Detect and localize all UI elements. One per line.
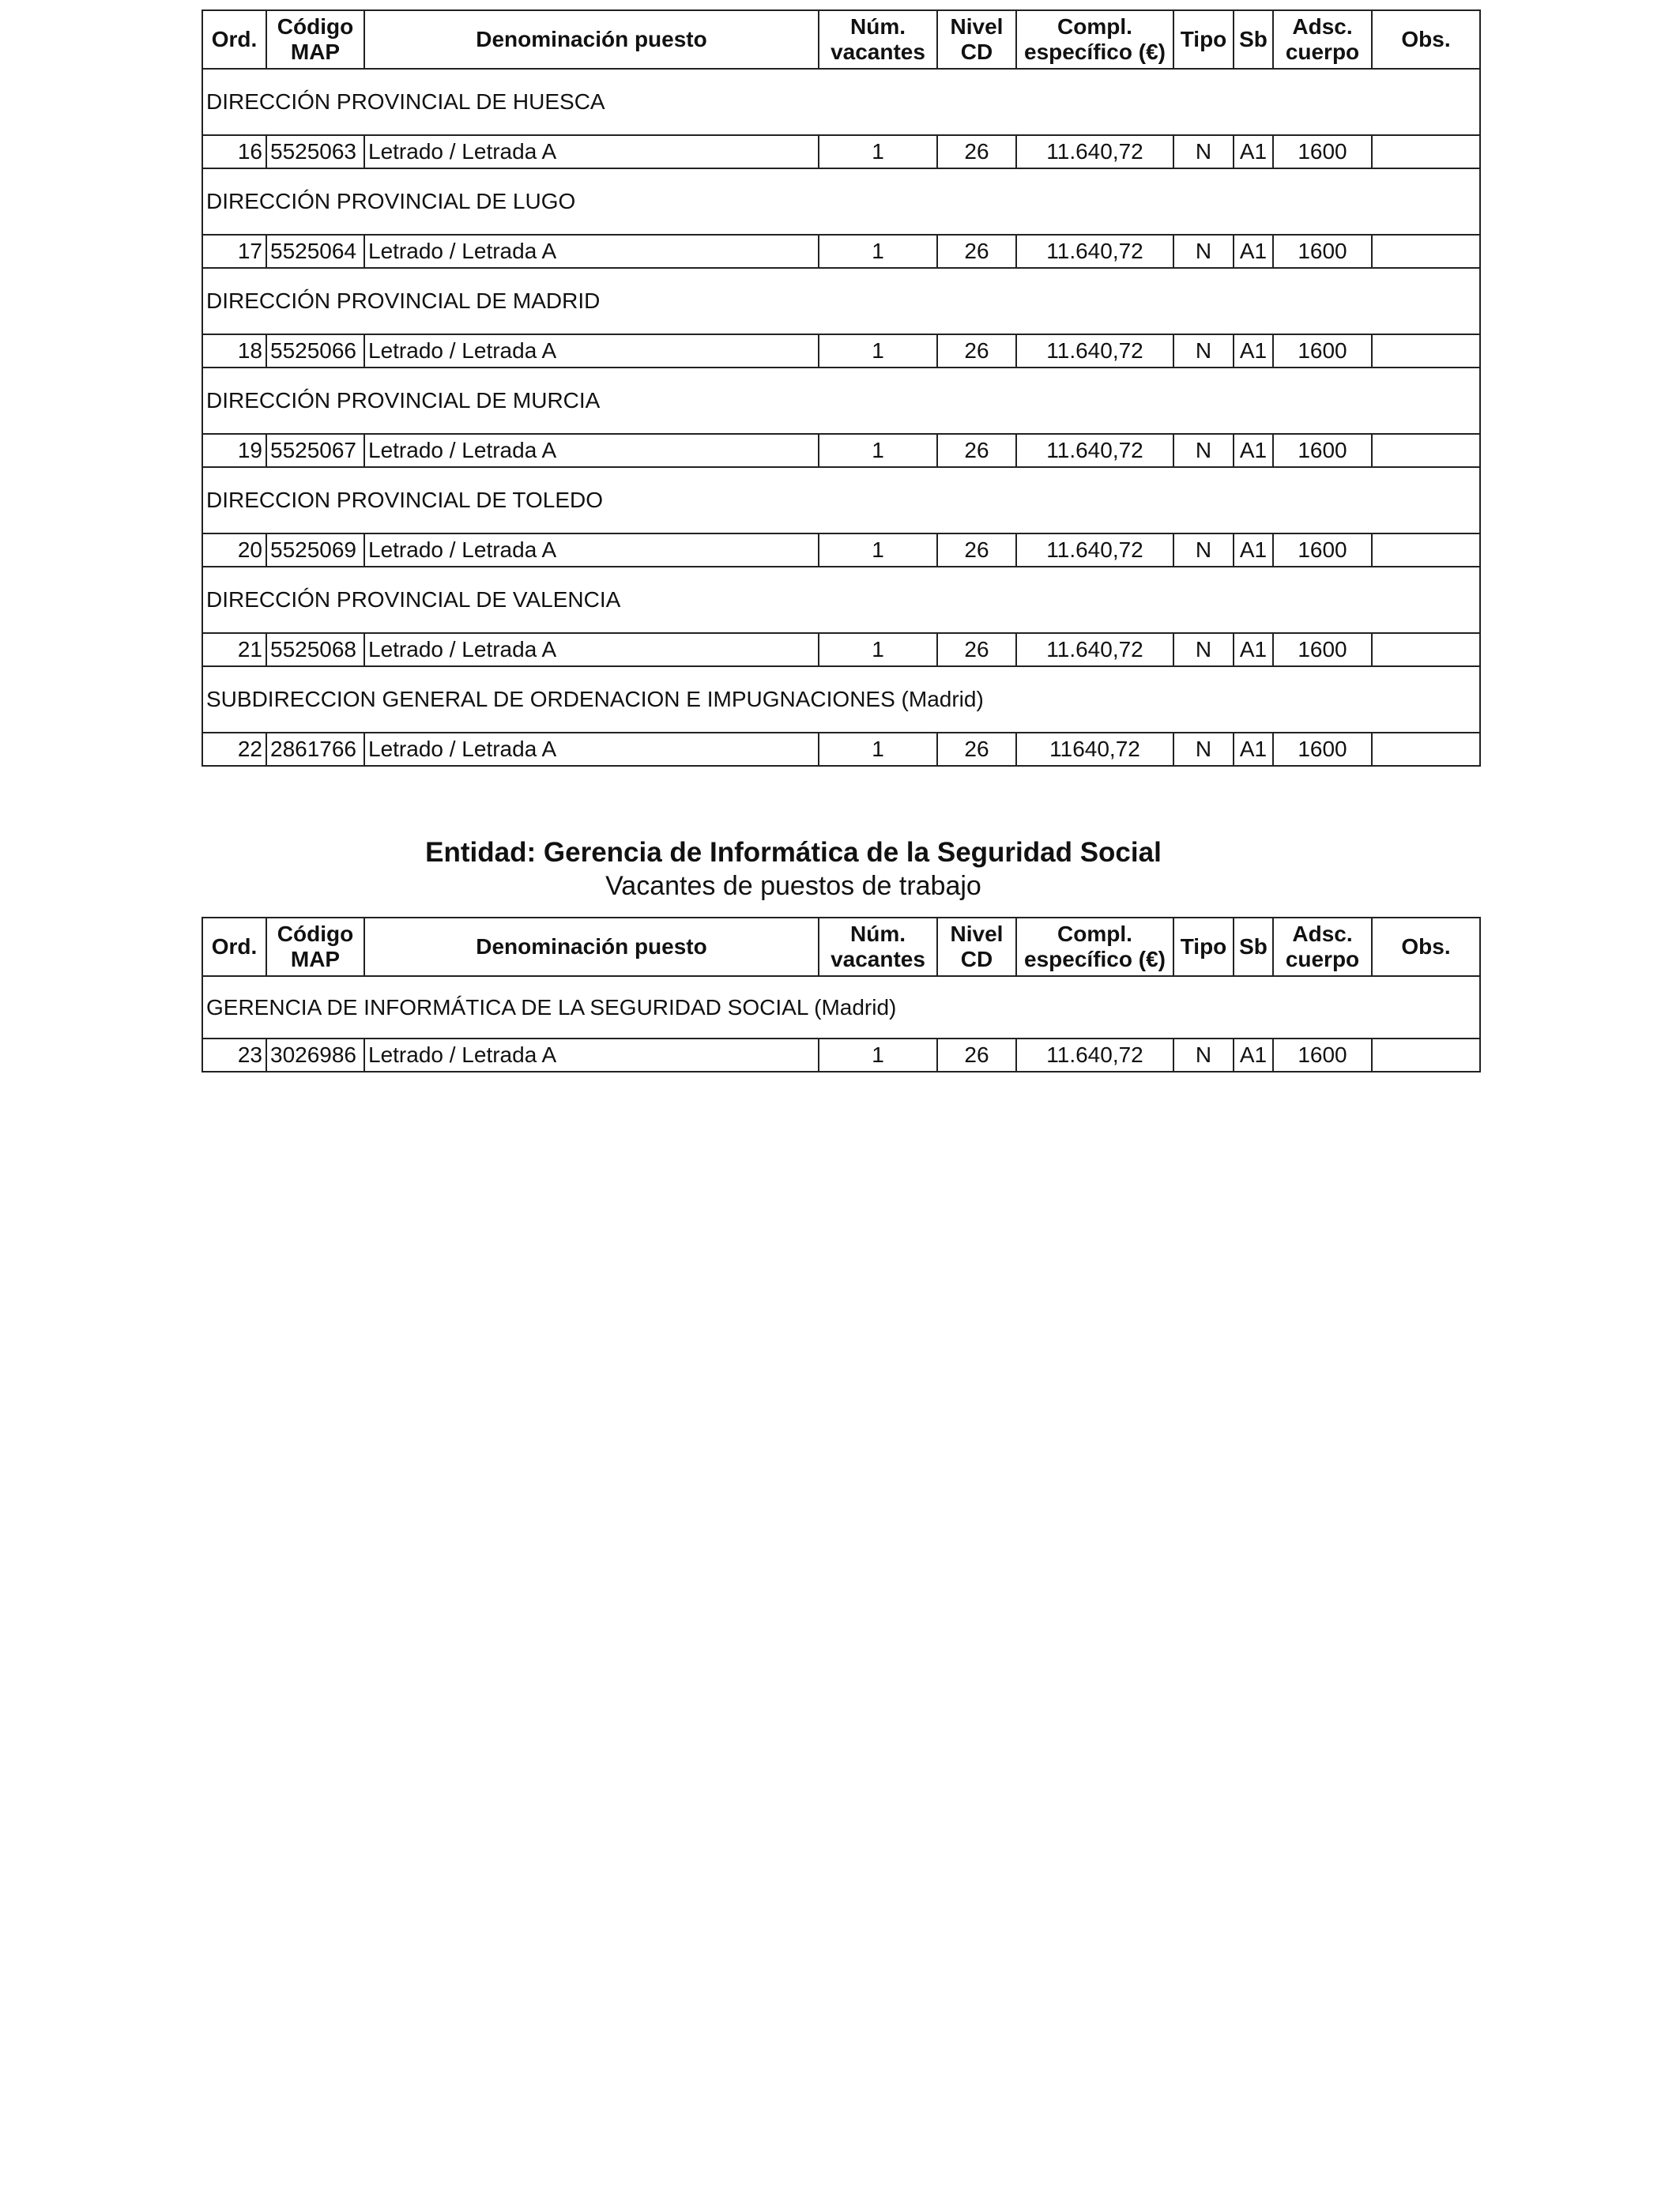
cell-adsc-cuerpo: 1600: [1273, 1039, 1372, 1072]
section-row: [202, 69, 1480, 135]
vacancies-table-tgss: [202, 9, 1481, 767]
cell-compl-especifico: 11.640,72: [1016, 235, 1173, 268]
cell-sb: A1: [1234, 135, 1273, 168]
cell-adsc-cuerpo: 1600: [1273, 334, 1372, 368]
cell-obs: [1372, 434, 1480, 467]
cell-nivel-cd: 26: [937, 1039, 1016, 1072]
table-row: [202, 235, 1480, 268]
cell-compl-especifico: 11.640,72: [1016, 334, 1173, 368]
cell-num-vacantes: 1: [819, 235, 937, 268]
cell-tipo: N: [1173, 733, 1234, 766]
cell-tipo: N: [1173, 533, 1234, 567]
cell-sb: A1: [1234, 1039, 1273, 1072]
cell-adsc-cuerpo: 1600: [1273, 235, 1372, 268]
header-denominacion: Denominación puesto: [364, 10, 819, 69]
cell-tipo: N: [1173, 633, 1234, 666]
header-compl-especifico: Compl. específico (€): [1016, 10, 1173, 69]
cell-codigo-map: 5525069: [266, 533, 364, 567]
cell-tipo: N: [1173, 135, 1234, 168]
cell-sb: A1: [1234, 733, 1273, 766]
cell-num-vacantes: 1: [819, 533, 937, 567]
cell-sb: A1: [1234, 235, 1273, 268]
cell-adsc-cuerpo: 1600: [1273, 733, 1372, 766]
header-compl-especifico: Compl. específico (€): [1016, 918, 1173, 976]
cell-adsc-cuerpo: 1600: [1273, 434, 1372, 467]
section-row: [202, 666, 1480, 733]
cell-denominacion: Letrado / Letrada A: [364, 1039, 819, 1072]
cell-compl-especifico: 11.640,72: [1016, 533, 1173, 567]
cell-codigo-map: 5525068: [266, 633, 364, 666]
cell-num-vacantes: 1: [819, 1039, 937, 1072]
cell-num-vacantes: 1: [819, 135, 937, 168]
section-title: DIRECCIÓN PROVINCIAL DE MADRID: [202, 268, 1480, 334]
header-obs: Obs.: [1372, 918, 1480, 976]
cell-compl-especifico: 11.640,72: [1016, 633, 1173, 666]
cell-obs: [1372, 334, 1480, 368]
table-header-row: [202, 918, 1480, 976]
entity-heading: [202, 836, 1385, 903]
header-sb: Sb: [1234, 918, 1273, 976]
cell-compl-especifico: 11.640,72: [1016, 1039, 1173, 1072]
cell-obs: [1372, 235, 1480, 268]
table-row: [202, 633, 1480, 666]
header-codigo-map: Código MAP: [266, 10, 364, 69]
cell-obs: [1372, 633, 1480, 666]
section-row: [202, 168, 1480, 235]
cell-adsc-cuerpo: 1600: [1273, 135, 1372, 168]
cell-adsc-cuerpo: 1600: [1273, 533, 1372, 567]
cell-ord: 23: [202, 1039, 266, 1072]
cell-tipo: N: [1173, 334, 1234, 368]
section-title: DIRECCION PROVINCIAL DE TOLEDO: [202, 467, 1480, 533]
header-nivel-cd: Nivel CD: [937, 918, 1016, 976]
cell-codigo-map: 5525066: [266, 334, 364, 368]
table-row: [202, 1039, 1480, 1072]
cell-codigo-map: 5525064: [266, 235, 364, 268]
cell-num-vacantes: 1: [819, 633, 937, 666]
header-ord: Ord.: [202, 10, 266, 69]
cell-num-vacantes: 1: [819, 434, 937, 467]
section-row: [202, 976, 1480, 1039]
header-num-vacantes: Núm. vacantes: [819, 10, 937, 69]
cell-nivel-cd: 26: [937, 434, 1016, 467]
cell-denominacion: Letrado / Letrada A: [364, 533, 819, 567]
section-row: [202, 467, 1480, 533]
cell-nivel-cd: 26: [937, 135, 1016, 168]
cell-obs: [1372, 1039, 1480, 1072]
cell-sb: A1: [1234, 633, 1273, 666]
cell-ord: 22: [202, 733, 266, 766]
entity-subtitle: Vacantes de puestos de trabajo: [605, 871, 981, 901]
cell-denominacion: Letrado / Letrada A: [364, 235, 819, 268]
cell-adsc-cuerpo: 1600: [1273, 633, 1372, 666]
table-row: [202, 733, 1480, 766]
section-title: DIRECCIÓN PROVINCIAL DE LUGO: [202, 168, 1480, 235]
cell-denominacion: Letrado / Letrada A: [364, 633, 819, 666]
cell-compl-especifico: 11.640,72: [1016, 434, 1173, 467]
section-title: SUBDIRECCION GENERAL DE ORDENACION E IMPUGNACIONES (Madrid): [202, 666, 1480, 733]
header-nivel-cd: Nivel CD: [937, 10, 1016, 69]
cell-obs: [1372, 533, 1480, 567]
section-title: DIRECCIÓN PROVINCIAL DE HUESCA: [202, 69, 1480, 135]
header-obs: Obs.: [1372, 10, 1480, 69]
entity-title: Entidad: Gerencia de Informática de la Seguridad Social: [425, 837, 1162, 868]
cell-tipo: N: [1173, 1039, 1234, 1072]
section-title: GERENCIA DE INFORMÁTICA DE LA SEGURIDAD SOCIAL (Madrid): [202, 976, 1480, 1039]
cell-nivel-cd: 26: [937, 733, 1016, 766]
cell-codigo-map: 3026986: [266, 1039, 364, 1072]
cell-denominacion: Letrado / Letrada A: [364, 434, 819, 467]
section-row: [202, 268, 1480, 334]
cell-nivel-cd: 26: [937, 334, 1016, 368]
section-row: [202, 368, 1480, 434]
header-sb: Sb: [1234, 10, 1273, 69]
section-row: [202, 567, 1480, 633]
header-tipo: Tipo: [1173, 10, 1234, 69]
cell-tipo: N: [1173, 434, 1234, 467]
header-adsc-cuerpo: Adsc. cuerpo: [1273, 10, 1372, 69]
cell-sb: A1: [1234, 434, 1273, 467]
header-denominacion: Denominación puesto: [364, 918, 819, 976]
header-adsc-cuerpo: Adsc. cuerpo: [1273, 918, 1372, 976]
cell-compl-especifico: 11640,72: [1016, 733, 1173, 766]
table-row: [202, 135, 1480, 168]
cell-ord: 16: [202, 135, 266, 168]
section-title: DIRECCIÓN PROVINCIAL DE VALENCIA: [202, 567, 1480, 633]
section-title: DIRECCIÓN PROVINCIAL DE MURCIA: [202, 368, 1480, 434]
vacancies-table-giss: [202, 917, 1481, 1072]
header-tipo: Tipo: [1173, 918, 1234, 976]
cell-codigo-map: 5525063: [266, 135, 364, 168]
cell-num-vacantes: 1: [819, 334, 937, 368]
cell-obs: [1372, 733, 1480, 766]
cell-sb: A1: [1234, 334, 1273, 368]
cell-compl-especifico: 11.640,72: [1016, 135, 1173, 168]
cell-ord: 18: [202, 334, 266, 368]
cell-ord: 17: [202, 235, 266, 268]
cell-denominacion: Letrado / Letrada A: [364, 733, 819, 766]
cell-denominacion: Letrado / Letrada A: [364, 135, 819, 168]
cell-num-vacantes: 1: [819, 733, 937, 766]
table-header-row: [202, 10, 1480, 69]
header-num-vacantes: Núm. vacantes: [819, 918, 937, 976]
header-ord: Ord.: [202, 918, 266, 976]
cell-codigo-map: 2861766: [266, 733, 364, 766]
cell-nivel-cd: 26: [937, 633, 1016, 666]
cell-ord: 19: [202, 434, 266, 467]
cell-sb: A1: [1234, 533, 1273, 567]
table-row: [202, 434, 1480, 467]
table-row: [202, 334, 1480, 368]
cell-nivel-cd: 26: [937, 533, 1016, 567]
cell-ord: 20: [202, 533, 266, 567]
cell-obs: [1372, 135, 1480, 168]
cell-codigo-map: 5525067: [266, 434, 364, 467]
cell-denominacion: Letrado / Letrada A: [364, 334, 819, 368]
cell-ord: 21: [202, 633, 266, 666]
table-row: [202, 533, 1480, 567]
cell-nivel-cd: 26: [937, 235, 1016, 268]
cell-tipo: N: [1173, 235, 1234, 268]
header-codigo-map: Código MAP: [266, 918, 364, 976]
